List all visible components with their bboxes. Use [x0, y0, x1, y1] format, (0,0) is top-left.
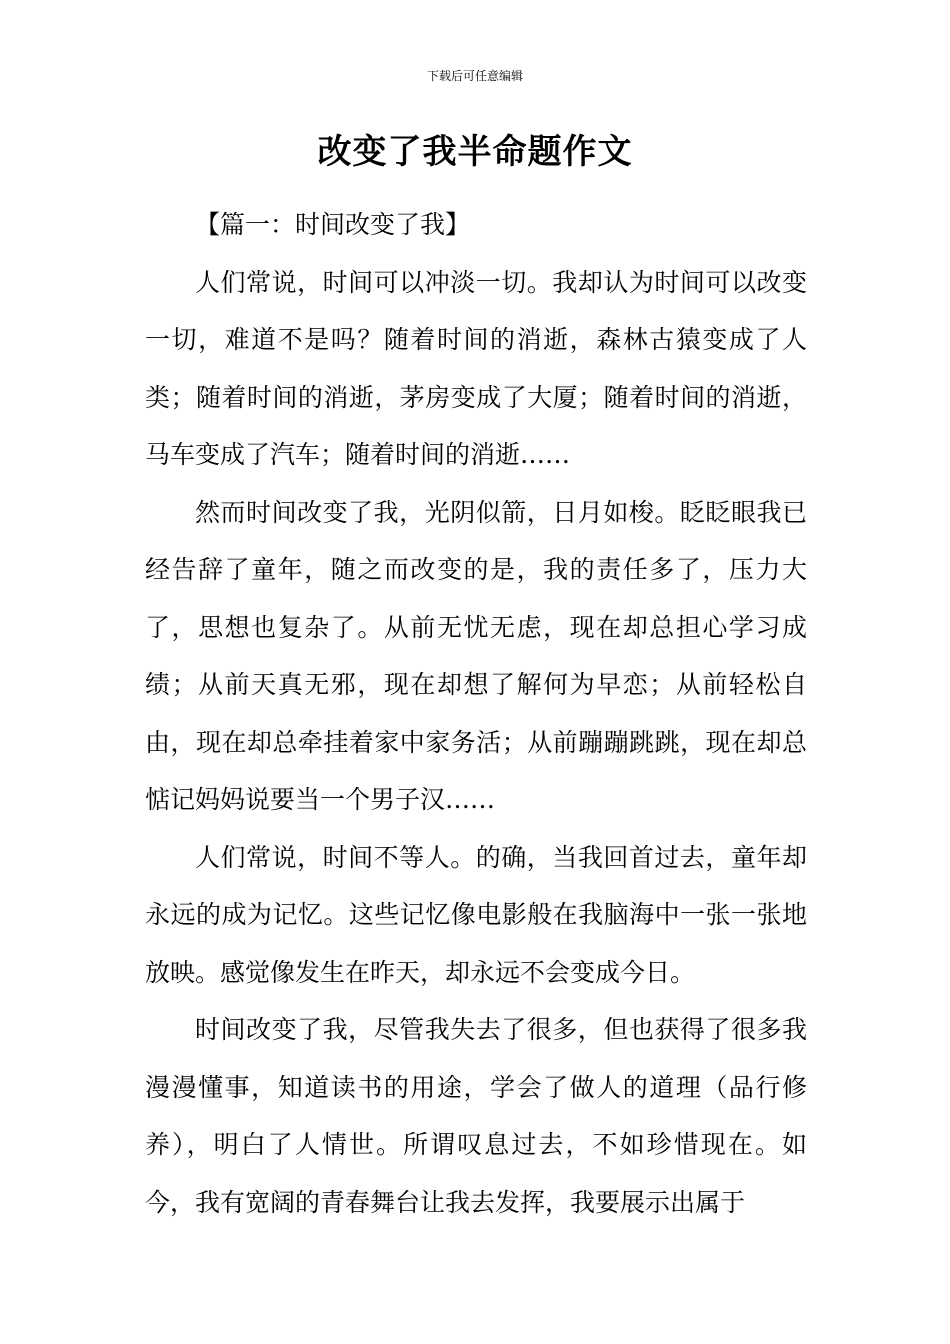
- paragraph-3: 人们常说，时间不等人。的确，当我回首过去，童年却永远的成为记忆。这些记忆像电影般在我脑海中一张一张地放映。感觉像发生在昨天，却永远不会变成今日。: [145, 842, 807, 987]
- header-note: 下载后可任意编辑: [426, 69, 523, 83]
- section-heading: 【篇一：时间改变了我】: [195, 210, 471, 239]
- paragraph-2: 然而时间改变了我，光阴似箭，日月如梭。眨眨眼我已经告辞了童年，随之而改变的是，我的责任多了，压力大了，思想也复杂了。从前无忧无虑，现在却总担心学习成绩；从前天真无邪，现在却想了解何为早恋；从前轻松自由，现在却总牵挂着家中家务活；从前蹦蹦跳跳，现在却总惦记妈妈说要当一个男子汉……: [145, 497, 807, 814]
- paragraph-1: 人们常说，时间可以冲淡一切。我却认为时间可以改变一切，难道不是吗？随着时间的消逝，森林古猿变成了人类；随着时间的消逝，茅房变成了大厦；随着时间的消逝，马车变成了汽车；随着时间的消逝……: [145, 267, 807, 469]
- paragraph-4: 时间改变了我，尽管我失去了很多，但也获得了很多我漫漫懂事，知道读书的用途，学会了做人的道理（品行修养），明白了人情世。所谓叹息过去，不如珍惜现在。如今，我有宽阔的青春舞台让我去发挥，我要展示出属于: [145, 1015, 807, 1217]
- document-title: 改变了我半命题作文: [317, 132, 633, 172]
- document-body: [145, 196, 807, 1231]
